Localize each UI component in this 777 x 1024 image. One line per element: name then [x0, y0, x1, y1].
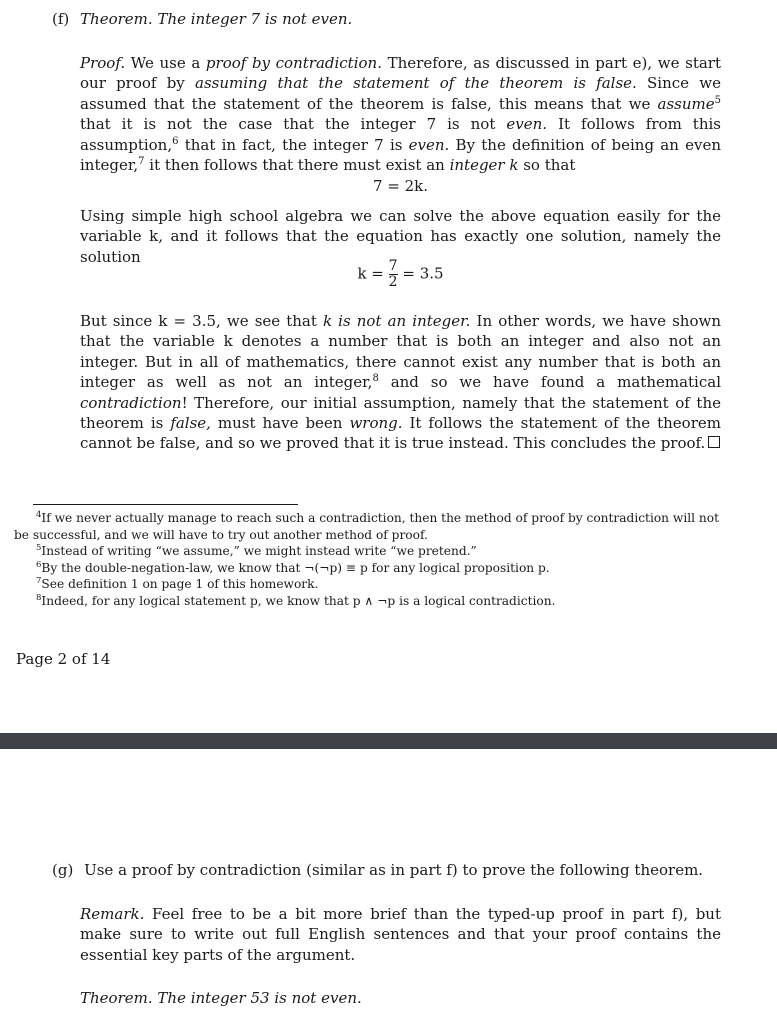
equation-2 [80, 259, 721, 290]
part-g-heading [52, 860, 703, 880]
footnote-number: 8 [36, 592, 42, 603]
footnote-7 [14, 576, 724, 593]
text-run: k is not an integer. [323, 312, 471, 330]
proof-label: Proof. [80, 54, 126, 72]
equation-2-lhs: k = [357, 264, 384, 283]
part-f-theorem-text: The integer 7 is not even. [157, 10, 353, 28]
remark-paragraph [80, 904, 721, 965]
qed-square-icon [708, 436, 720, 448]
footnote-6 [14, 560, 724, 577]
part-f-theorem-word: Theorem. [80, 10, 153, 28]
part-g-label: (g) [52, 861, 74, 879]
part-g-theorem-word: Theorem. [80, 989, 153, 1007]
text-run: ! Therefore, our initial assumption, namely that the statement of the theorem is [80, 393, 721, 433]
remark-text: Feel free to be a bit more brief than the typed-up proof in part f), but make sure to write out full English sentences and that your proof contains the essential key parts of the argument. [80, 905, 721, 964]
text-run: so that [518, 156, 576, 175]
text-run: We use a [125, 54, 206, 72]
proof-paragraph-3 [80, 311, 721, 454]
remark-word: Remark. [80, 905, 145, 923]
footnote-ref: 6 [172, 135, 179, 147]
text-run: it then follows that there must exist an [144, 156, 450, 175]
footnote-number: 4 [36, 509, 42, 520]
footnote-ref: 7 [138, 156, 145, 168]
text-run: assuming that the statement of the theorem is false. [195, 74, 637, 93]
footnote-5 [14, 543, 724, 560]
text-run: It follows the statement of the theorem cannot be false, and so we proved that it is true instead. This concludes the proof. [80, 414, 721, 453]
part-f-label: (f) [52, 10, 70, 28]
footnote-number: 7 [36, 576, 42, 587]
text-run: and so we have found a mathematical [378, 373, 721, 392]
part-g-theorem-text: The integer 53 is not even. [157, 989, 362, 1007]
text-run: But since k = 3.5, we see that [80, 312, 323, 330]
text-run: proof by contradiction. [205, 54, 382, 72]
text-run: Since we assumed that the statement of the theorem is false, this means that we [80, 74, 721, 113]
text-run: contradiction [80, 393, 182, 412]
footnote-text: By the double-negation-law, we know that ¬(¬p) ≡ p for any logical proposition p. [41, 560, 550, 575]
equation-2-rhs: = 3.5 [402, 264, 444, 283]
page-separator [0, 733, 777, 749]
proof-paragraph-1 [80, 53, 721, 175]
proof-paragraph-2: Using simple high school algebra we can solve the above equation easily for the variable k, and it follows that the equation has exactly one solution, namely the solution [80, 207, 721, 266]
footnote-ref: 8 [372, 373, 379, 385]
footnote-number: 6 [36, 559, 42, 570]
text-run: It follows from this assumption, [80, 115, 721, 154]
footnotes [14, 510, 724, 610]
text-run: that in fact, the integer 7 is [178, 135, 409, 154]
text-run: false, [170, 414, 211, 433]
footnote-text: Indeed, for any logical statement p, we know that p ∧ ¬p is a logical contradiction. [41, 593, 556, 608]
footnote-ref: 5 [714, 94, 721, 106]
fraction-denominator: 2 [388, 274, 398, 290]
text-run: Therefore, as discussed in part e), we start our proof by [80, 54, 722, 93]
text-run: even. [408, 135, 450, 154]
fraction [389, 259, 398, 290]
text-run: integer k [449, 156, 519, 175]
text-run: must have been [210, 414, 350, 433]
text-run: even. [506, 115, 548, 134]
equation-1: 7 = 2k. [372, 177, 429, 195]
footnote-4 [14, 510, 724, 543]
text-run: In other words, we have shown that the variable k denotes a number that is both an integer and also not an integer. But in all of mathematics, there cannot exist any number that is both an integer as well as not an integer, [80, 312, 721, 392]
footnote-text: If we never actually manage to reach such a contradiction, then the method of proof by contradiction will not be successful, and we will have to try out another method of proof. [14, 511, 719, 542]
part-g-text: Use a proof by contradiction (similar as in part f) to prove the following theorem. [84, 861, 704, 879]
footnote-text: Instead of writing “we assume,” we might instead write “we pretend.” [41, 544, 477, 559]
text-run: that it is not the case that the integer 7 is not [80, 115, 507, 134]
part-f-heading [52, 9, 352, 29]
text-run: wrong. [349, 414, 403, 433]
footnote-8 [14, 593, 724, 610]
text-run: By the definition of being an even integer, [80, 135, 721, 175]
part-g-theorem [80, 988, 362, 1008]
text-run: assume [657, 94, 715, 113]
footnote-rule [33, 504, 298, 505]
fraction-numerator: 7 [388, 258, 398, 274]
footnote-number: 5 [36, 543, 42, 554]
page-number: Page 2 of 14 [16, 650, 111, 668]
footnote-text: See definition 1 on page 1 of this homework. [41, 577, 319, 592]
